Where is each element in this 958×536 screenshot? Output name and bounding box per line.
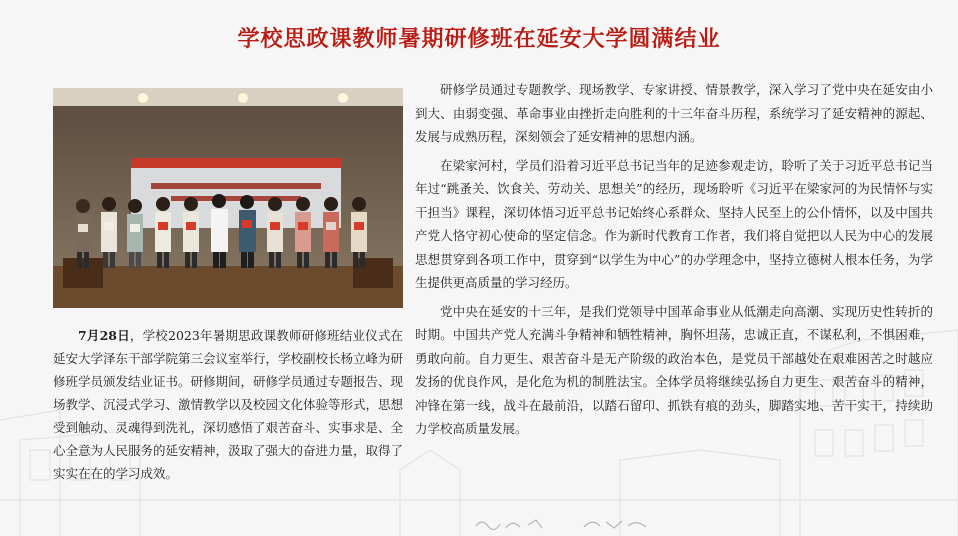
article-body [415, 78, 933, 446]
calligraphy-signature [474, 516, 654, 532]
article-paragraph-1: 研修学员通过专题教学、现场教学、专家讲授、情景教学，深入学习了党中央在延安由小到大、由弱变强、革命事业由挫折走向胜利的十三年奋斗历程，系统学习了延安精神的源起、发展与成熟历程，深刻领会了延安精神的思想内涵。 [415, 82, 933, 144]
article-paragraph-2: 在梁家河村，学员们沿着习近平总书记当年的足迹参观走访，聆听了关于习近平总书记当年过“跳蚤关、饮食关、劳动关、思想关”的经历，现场聆听《习近平在梁家河的为民情怀与实干担当》课程，深切体悟习近平总书记始终心系群众、坚持人民至上的公仆情怀，以及中国共产党人恪守初心使命的坚定信念。作为新时代教育工作者，我们将自觉把以人民为中心的发展思想贯穿到各项工作中，贯穿到“以学生为中心”的办学理念中，坚持立德树人根本任务，为学生提供更高质量的学习经历。 [415, 157, 933, 290]
caption-paragraph [53, 324, 403, 485]
page-title: 学校思政课教师暑期研修班在延安大学圆满结业 [237, 27, 721, 52]
caption-text: ，学校2023年暑期思政课教师研修班结业仪式在延安大学泽东干部学院第三会议室举行，学校副校长杨立峰为研修班学员颁发结业证书。研修期间，研修学员通过专题报告、现场教学、沉浸式学习、激情教学以及校园文化体验等形式，思想受到触动、灵魂得到洗礼，深切感悟了艰苦奋斗、实事求是、全心全意为人民服务的延安精神，汲取了强大的奋进力量，取得了实实在在的学习成效。 [53, 328, 404, 481]
group-photo-image [53, 88, 403, 308]
photo-caption [53, 324, 403, 485]
article-paragraph-3: 党中央在延安的十三年，是我们党领导中国革命事业从低潮走向高潮、实现历史性转折的时期。中国共产党人充满斗争精神和牺牲精神，胸怀坦荡，忠诚正直，不谋私利，不惧困难，勇敢向前。自力更生、艰苦奋斗是无产阶级的政治本色，是党员干部越处在艰难困苦之时越应发扬的优良作风，是化危为机的制胜法宝。全体学员将继续弘扬自力更生、艰苦奋斗的精神，冲锋在第一线，战斗在最前沿，以踏石留印、抓铁有痕的劲头，脚踏实地、苦干实干，持续助力学校高质量发展。 [415, 303, 933, 436]
group-photo [53, 88, 403, 308]
caption-date: 7月28日 [78, 328, 130, 343]
